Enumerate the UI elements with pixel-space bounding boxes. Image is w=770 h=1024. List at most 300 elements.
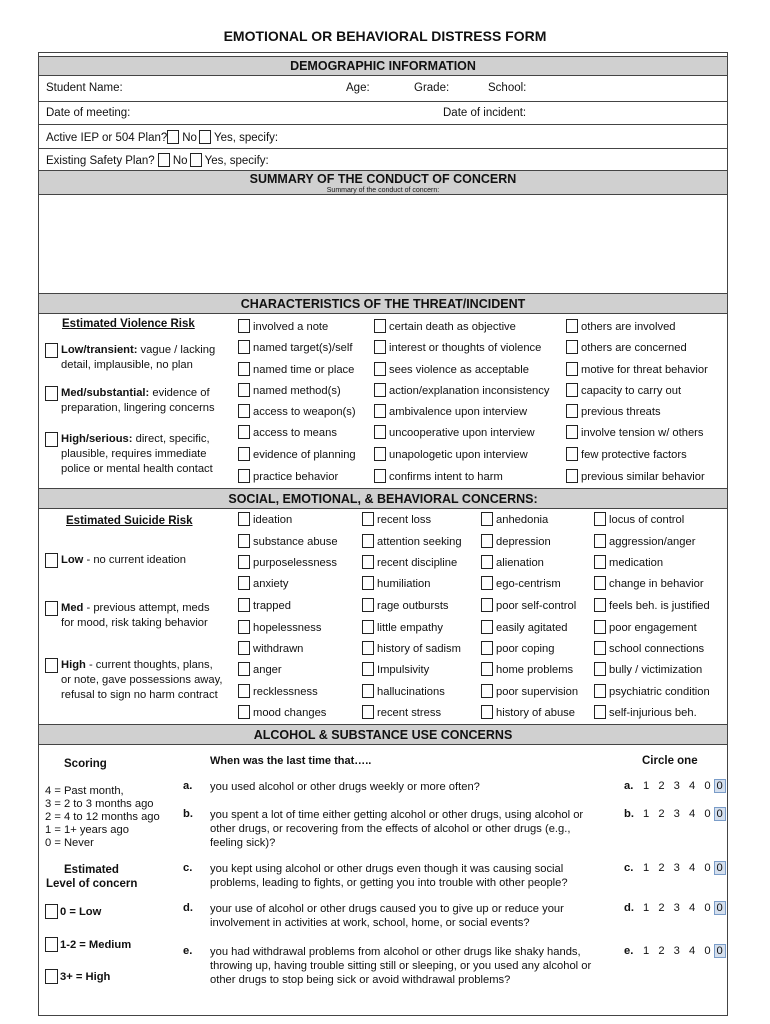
threat-col2-item-6 xyxy=(374,447,528,461)
social-col2-item-3 xyxy=(362,576,430,590)
answer-letter-2: c. xyxy=(624,862,634,874)
violence-risk-2-checkbox[interactable] xyxy=(45,432,58,447)
threat-col1-item-0-label: involved a note xyxy=(253,321,329,333)
suicide-risk-0-level: Low xyxy=(61,554,84,566)
school-label: School: xyxy=(488,82,527,94)
level-checkbox-0[interactable] xyxy=(45,904,58,919)
violence-risk-1-checkbox[interactable] xyxy=(45,386,58,401)
social-col4-item-9-label: self-injurious beh. xyxy=(609,707,697,719)
social-col4-item-5-checkbox[interactable] xyxy=(594,620,606,634)
iep-row xyxy=(46,130,278,144)
threat-col1-item-4-label: access to weapon(s) xyxy=(253,406,356,418)
social-col3-item-5-label: easily agitated xyxy=(496,622,568,634)
summary-subtitle: Summary of the conduct of concern: xyxy=(326,187,440,194)
social-col3-item-7-label: home problems xyxy=(496,664,574,676)
social-col2-item-1 xyxy=(362,534,462,548)
social-col2-item-1-label: attention seeking xyxy=(377,536,462,548)
threat-col3-item-3-label: capacity to carry out xyxy=(581,385,682,397)
suicide-risk-title: Estimated Suicide Risk xyxy=(66,515,193,527)
question-text-0 xyxy=(210,780,480,794)
threat-col2-item-2-checkbox[interactable] xyxy=(374,362,386,376)
social-col2-item-4 xyxy=(362,598,449,612)
summary-title: SUMMARY OF THE CONDUCT OF CONCERN xyxy=(249,172,517,186)
level-label-0: 0 = Low xyxy=(60,906,102,918)
social-col1-item-0-label: ideation xyxy=(253,514,293,526)
threat-col3-item-0-checkbox[interactable] xyxy=(566,319,578,333)
social-col2-item-4-checkbox[interactable] xyxy=(362,598,374,612)
threat-col1-item-2 xyxy=(238,362,354,376)
threat-col1-item-1 xyxy=(238,340,353,354)
threat-col2-item-4-label: ambivalence upon interview xyxy=(389,406,528,418)
threat-col1-item-6-label: evidence of planning xyxy=(253,449,356,461)
suicide-risk-1-level: Med xyxy=(61,602,84,614)
social-col1-item-1-checkbox[interactable] xyxy=(238,534,250,548)
threat-col2-item-2-label: sees violence as acceptable xyxy=(389,364,529,376)
threat-col1-item-6-checkbox[interactable] xyxy=(238,447,250,461)
social-col3-item-9-label: history of abuse xyxy=(496,707,575,719)
threat-col3-item-7-checkbox[interactable] xyxy=(566,469,578,483)
social-col1-item-8-checkbox[interactable] xyxy=(238,684,250,698)
threat-col3-item-4-label: previous threats xyxy=(581,406,661,418)
threat-col2-item-6-checkbox[interactable] xyxy=(374,447,386,461)
suicide-risk-0-desc: - no current ideation xyxy=(83,554,186,566)
answer-scale-options-0: 1 2 3 4 0 xyxy=(643,780,714,792)
iep-label: Active IEP or 504 Plan? xyxy=(46,132,168,144)
violence-risk-1 xyxy=(61,386,215,416)
social-col3-item-5 xyxy=(481,620,568,634)
violence-risk-0 xyxy=(61,343,215,373)
form-title: EMOTIONAL OR BEHAVIORAL DISTRESS FORM xyxy=(223,28,547,44)
social-col2-item-0-checkbox[interactable] xyxy=(362,512,374,526)
threat-col1-item-2-checkbox[interactable] xyxy=(238,362,250,376)
level-checkbox-2[interactable] xyxy=(45,969,58,984)
social-col3-item-4-label: poor self-control xyxy=(496,600,577,612)
threat-col2-item-7-label: confirms intent to harm xyxy=(389,471,503,483)
social-col3-item-2 xyxy=(481,555,544,569)
threat-col1-item-0-checkbox[interactable] xyxy=(238,319,250,333)
score-line-0: 4 = Past month, xyxy=(45,785,124,797)
social-col4-item-8-label: psychiatric condition xyxy=(609,686,710,698)
social-col1-item-0 xyxy=(238,512,292,526)
threat-col1-item-0 xyxy=(238,319,328,333)
threat-col2-item-4-checkbox[interactable] xyxy=(374,404,386,418)
social-col2-item-2-checkbox[interactable] xyxy=(362,555,374,569)
social-col1-item-7 xyxy=(238,662,282,676)
threat-col2-item-2 xyxy=(374,362,529,376)
violence-risk-2-desc: direct, specific, xyxy=(132,433,210,445)
answer-scale-options-3: 1 2 3 4 0 xyxy=(643,902,714,914)
social-col3-item-8-label: poor supervision xyxy=(496,686,579,698)
threat-col1-item-4 xyxy=(238,404,356,418)
threat-col1-item-1-checkbox[interactable] xyxy=(238,340,250,354)
answer-scale-options-2: 1 2 3 4 0 xyxy=(643,862,714,874)
level-title-1: Estimated xyxy=(64,864,119,876)
social-col1-item-7-checkbox[interactable] xyxy=(238,662,250,676)
answer-scale-3[interactable] xyxy=(643,902,726,914)
answer-scale-2[interactable] xyxy=(643,862,726,874)
social-col2-item-7-checkbox[interactable] xyxy=(362,662,374,676)
social-col1-item-0-checkbox[interactable] xyxy=(238,512,250,526)
social-col1-item-5-checkbox[interactable] xyxy=(238,620,250,634)
social-col2-item-9 xyxy=(362,705,441,719)
threat-col3-item-6 xyxy=(566,447,687,461)
threat-col2-item-0-label: certain death as objective xyxy=(389,321,516,333)
suicide-risk-1-desc: - previous attempt, meds xyxy=(83,602,210,614)
threat-col3-item-1-label: others are concerned xyxy=(581,342,687,354)
suicide-risk-1-checkbox[interactable] xyxy=(45,601,58,616)
answer-scale-options-1: 1 2 3 4 0 xyxy=(643,808,714,820)
question-line-1-1: other drugs, or recovering from the effects of alcohol or other drugs (e.g., xyxy=(210,823,571,835)
question-line-4-2: other drugs to stop being sick or avoid withdrawal problems? xyxy=(210,974,511,986)
score-line-1: 3 = 2 to 3 months ago xyxy=(45,798,154,810)
threat-col2-item-0-checkbox[interactable] xyxy=(374,319,386,333)
social-col4-item-6-label: school connections xyxy=(609,643,705,655)
social-col3-item-1-label: depression xyxy=(496,536,551,548)
violence-risk-title: Estimated Violence Risk xyxy=(62,318,195,330)
threat-col3-item-4-checkbox[interactable] xyxy=(566,404,578,418)
score-line-2: 2 = 4 to 12 months ago xyxy=(45,811,160,823)
demographic-header: DEMOGRAPHIC INFORMATION xyxy=(39,56,727,76)
answer-scale-0[interactable] xyxy=(643,780,726,792)
question-letter-2: c. xyxy=(183,862,193,874)
threat-col3-item-6-checkbox[interactable] xyxy=(566,447,578,461)
social-col2-item-6-checkbox[interactable] xyxy=(362,641,374,655)
social-col1-item-8 xyxy=(238,684,318,698)
social-col1-item-9-label: mood changes xyxy=(253,707,327,719)
social-col4-item-7-checkbox[interactable] xyxy=(594,662,606,676)
social-col1-item-5 xyxy=(238,620,321,634)
social-col3-item-3-checkbox[interactable] xyxy=(481,576,493,590)
threat-col2-item-3-label: action/explanation inconsistency xyxy=(389,385,550,397)
question-title: When was the last time that….. xyxy=(210,755,372,767)
scoring-title: Scoring xyxy=(64,758,107,770)
social-col3-item-6-label: poor coping xyxy=(496,643,555,655)
question-line-0-0: you used alcohol or other drugs weekly or more often? xyxy=(210,781,480,793)
threat-col1-item-3-checkbox[interactable] xyxy=(238,383,250,397)
social-col1-item-6-checkbox[interactable] xyxy=(238,641,250,655)
social-col3-item-6 xyxy=(481,641,554,655)
social-col3-item-7-checkbox[interactable] xyxy=(481,662,493,676)
social-col2-item-3-checkbox[interactable] xyxy=(362,576,374,590)
violence-risk-0-desc-2: detail, implausible, no plan xyxy=(61,359,193,371)
question-line-1-0: you spent a lot of time either getting alcohol or other drugs, using alcohol or xyxy=(210,809,584,821)
social-col4-item-2-label: medication xyxy=(609,557,664,569)
social-col2-item-2-label: recent discipline xyxy=(377,557,458,569)
question-line-1-2: feeling sick)? xyxy=(210,837,276,849)
social-col1-item-2-checkbox[interactable] xyxy=(238,555,250,569)
social-col1-item-3 xyxy=(238,576,288,590)
suicide-risk-1-desc-2: for mood, risk taking behavior xyxy=(61,617,208,629)
threat-col2-item-5 xyxy=(374,425,535,439)
social-col4-item-2-checkbox[interactable] xyxy=(594,555,606,569)
social-col1-item-4-label: trapped xyxy=(253,600,291,612)
answer-letter-0: a. xyxy=(624,780,634,792)
social-col2-item-8 xyxy=(362,684,445,698)
social-col2-item-9-checkbox[interactable] xyxy=(362,705,374,719)
threat-col2-item-0 xyxy=(374,319,516,333)
violence-risk-1-level: Med/substantial: xyxy=(61,387,150,399)
threat-col3-item-3-checkbox[interactable] xyxy=(566,383,578,397)
threat-col3-item-6-label: few protective factors xyxy=(581,449,687,461)
social-col2-item-0-label: recent loss xyxy=(377,514,432,526)
social-col3-item-1-checkbox[interactable] xyxy=(481,534,493,548)
age-label: Age: xyxy=(346,82,370,94)
social-col1-item-7-label: anger xyxy=(253,664,282,676)
social-col2-item-5-label: little empathy xyxy=(377,622,443,634)
social-col2-item-8-checkbox[interactable] xyxy=(362,684,374,698)
social-col3-item-8-checkbox[interactable] xyxy=(481,684,493,698)
social-col2-item-5-checkbox[interactable] xyxy=(362,620,374,634)
threat-col2-item-5-label: uncooperative upon interview xyxy=(389,427,535,439)
threat-col2-item-5-checkbox[interactable] xyxy=(374,425,386,439)
social-col4-item-5-label: poor engagement xyxy=(609,622,697,634)
threat-col3-item-0 xyxy=(566,319,676,333)
threat-col2-item-3-checkbox[interactable] xyxy=(374,383,386,397)
social-col2-item-3-label: humiliation xyxy=(377,578,431,590)
safety-yes-label: Yes, specify: xyxy=(204,155,269,167)
question-text-2 xyxy=(210,862,568,890)
safety-no-checkbox[interactable] xyxy=(158,153,170,167)
question-text-4 xyxy=(210,945,591,987)
level-label-1: 1-2 = Medium xyxy=(60,939,132,951)
suicide-risk-2-level: High xyxy=(61,659,86,671)
question-line-2-0: you kept using alcohol or other drugs even though it was causing social xyxy=(210,863,564,875)
social-col4-item-9 xyxy=(594,705,697,719)
social-col1-item-3-checkbox[interactable] xyxy=(238,576,250,590)
answer-value-field-0[interactable]: 0 xyxy=(714,779,726,793)
violence-risk-2-desc-2: plausible, requires immediate xyxy=(61,448,207,460)
threat-col1-item-1-label: named target(s)/self xyxy=(253,342,353,354)
social-col1-item-5-label: hopelessness xyxy=(253,622,322,634)
threat-col3-item-5 xyxy=(566,425,704,439)
social-col3-item-3 xyxy=(481,576,561,590)
threat-col2-item-7-checkbox[interactable] xyxy=(374,469,386,483)
threat-col2-item-3 xyxy=(374,383,549,397)
threat-col1-item-5-checkbox[interactable] xyxy=(238,425,250,439)
social-col3-item-9 xyxy=(481,705,575,719)
social-col3-item-2-label: alienation xyxy=(496,557,544,569)
social-col2-item-7-label: Impulsivity xyxy=(377,664,430,676)
iep-no-label: No xyxy=(182,132,197,144)
threat-col1-item-6 xyxy=(238,447,356,461)
social-col4-item-4 xyxy=(594,598,710,612)
social-col3-item-3-label: ego-centrism xyxy=(496,578,561,590)
social-col3-item-0-label: anhedonia xyxy=(496,514,549,526)
violence-risk-2-level: High/serious: xyxy=(61,433,133,445)
suicide-risk-0-checkbox[interactable] xyxy=(45,553,58,568)
suicide-risk-2 xyxy=(61,658,222,703)
suicide-risk-1 xyxy=(61,601,210,631)
threat-col2-item-4 xyxy=(374,404,527,418)
threat-col3-item-2-checkbox[interactable] xyxy=(566,362,578,376)
social-col4-item-4-label: feels beh. is justified xyxy=(609,600,710,612)
threat-col1-item-5-label: access to means xyxy=(253,427,337,439)
social-col1-item-8-label: recklessness xyxy=(253,686,318,698)
social-col4-item-6-checkbox[interactable] xyxy=(594,641,606,655)
date-of-meeting-label: Date of meeting: xyxy=(46,107,131,119)
threat-col3-item-0-label: others are involved xyxy=(581,321,676,333)
social-col4-item-1 xyxy=(594,534,695,548)
threat-col2-item-7 xyxy=(374,469,503,483)
social-col4-item-0-checkbox[interactable] xyxy=(594,512,606,526)
violence-risk-0-checkbox[interactable] xyxy=(45,343,58,358)
threat-col1-item-7-label: practice behavior xyxy=(253,471,339,483)
level-checkbox-1[interactable] xyxy=(45,937,58,952)
threat-col2-item-1 xyxy=(374,340,541,354)
social-col2-item-5 xyxy=(362,620,443,634)
social-col2-item-9-label: recent stress xyxy=(377,707,442,719)
social-col4-item-1-checkbox[interactable] xyxy=(594,534,606,548)
suicide-risk-0 xyxy=(61,553,186,568)
answer-letter-3: d. xyxy=(624,902,634,914)
threat-col3-item-3 xyxy=(566,383,681,397)
social-col1-item-4-checkbox[interactable] xyxy=(238,598,250,612)
threat-col3-item-5-label: involve tension w/ others xyxy=(581,427,704,439)
iep-yes-label: Yes, specify: xyxy=(213,132,279,144)
suicide-risk-2-desc-3: refusal to sign no harm contract xyxy=(61,689,218,701)
social-col2-item-8-label: hallucinations xyxy=(377,686,445,698)
question-letter-4: e. xyxy=(183,945,193,957)
violence-risk-1-desc-2: preparation, lingering concerns xyxy=(61,402,215,414)
safety-yes-checkbox[interactable] xyxy=(190,153,202,167)
question-letter-3: d. xyxy=(183,902,193,914)
question-text-1 xyxy=(210,808,583,850)
violence-risk-1-desc: evidence of xyxy=(149,387,210,399)
social-col1-item-6-label: withdrawn xyxy=(253,643,304,655)
social-col1-item-9-checkbox[interactable] xyxy=(238,705,250,719)
social-col3-item-7 xyxy=(481,662,573,676)
threat-col1-item-3 xyxy=(238,383,341,397)
question-line-4-1: throwing up, having trouble sitting still or sleeping, or you used any alcohol or xyxy=(210,960,592,972)
threat-col3-item-1 xyxy=(566,340,687,354)
social-col1-item-6 xyxy=(238,641,303,655)
social-col4-item-1-label: aggression/anger xyxy=(609,536,696,548)
social-col4-item-4-checkbox[interactable] xyxy=(594,598,606,612)
threat-col2-item-1-label: interest or thoughts of violence xyxy=(389,342,542,354)
iep-yes-checkbox[interactable] xyxy=(199,130,211,144)
social-col3-item-4-checkbox[interactable] xyxy=(481,598,493,612)
answer-value-field-2[interactable]: 0 xyxy=(714,861,726,875)
question-letter-1: b. xyxy=(183,808,193,820)
answer-letter-4: e. xyxy=(624,945,634,957)
social-col3-item-5-checkbox[interactable] xyxy=(481,620,493,634)
safety-no-label: No xyxy=(172,155,188,167)
social-col2-item-7 xyxy=(362,662,429,676)
social-col1-item-1 xyxy=(238,534,338,548)
social-col3-item-0-checkbox[interactable] xyxy=(481,512,493,526)
social-col1-item-2 xyxy=(238,555,337,569)
suicide-risk-2-desc-2: or note, gave possessions away, xyxy=(61,674,223,686)
score-line-3: 1 = 1+ years ago xyxy=(45,824,129,836)
social-col3-item-0 xyxy=(481,512,548,526)
social-col4-item-3-checkbox[interactable] xyxy=(594,576,606,590)
social-col2-item-6-label: history of sadism xyxy=(377,643,461,655)
question-line-4-0: you had withdrawal problems from alcohol or other drugs like shaky hands, xyxy=(210,946,581,958)
social-col3-item-4 xyxy=(481,598,576,612)
threat-col3-item-2 xyxy=(566,362,708,376)
social-col2-item-2 xyxy=(362,555,457,569)
answer-scale-1[interactable] xyxy=(643,808,726,820)
social-col3-item-9-checkbox[interactable] xyxy=(481,705,493,719)
violence-risk-2-desc-3: police or mental health contact xyxy=(61,463,213,475)
social-col4-item-5 xyxy=(594,620,697,634)
social-col1-item-9 xyxy=(238,705,326,719)
answer-scale-options-4: 1 2 3 4 0 xyxy=(643,945,714,957)
social-col1-item-2-label: purposelessness xyxy=(253,557,337,569)
social-col2-item-4-label: rage outbursts xyxy=(377,600,449,612)
summary-header xyxy=(39,170,727,195)
threat-col3-item-1-checkbox[interactable] xyxy=(566,340,578,354)
answer-letter-1: b. xyxy=(624,808,634,820)
social-col2-item-1-checkbox[interactable] xyxy=(362,534,374,548)
grade-label: Grade: xyxy=(414,82,450,94)
social-col4-item-2 xyxy=(594,555,663,569)
score-line-4: 0 = Never xyxy=(45,837,94,849)
safety-label: Existing Safety Plan? xyxy=(46,155,155,167)
answer-value-field-4[interactable]: 0 xyxy=(714,944,726,958)
safety-plan-row xyxy=(46,153,269,167)
social-col1-item-4 xyxy=(238,598,291,612)
threat-col1-item-4-checkbox[interactable] xyxy=(238,404,250,418)
threat-col3-item-4 xyxy=(566,404,661,418)
suicide-risk-2-checkbox[interactable] xyxy=(45,658,58,673)
social-header: SOCIAL, EMOTIONAL, & BEHAVIORAL CONCERNS: xyxy=(39,488,727,509)
violence-risk-0-level: Low/transient: xyxy=(61,344,138,356)
date-of-incident-label: Date of incident: xyxy=(443,107,527,119)
social-col2-item-0 xyxy=(362,512,431,526)
threat-col1-item-7-checkbox[interactable] xyxy=(238,469,250,483)
answer-scale-4[interactable] xyxy=(643,945,726,957)
social-col4-item-7 xyxy=(594,662,702,676)
answer-value-field-1[interactable]: 0 xyxy=(714,807,726,821)
threat-col2-item-6-label: unapologetic upon interview xyxy=(389,449,528,461)
answer-value-field-3[interactable]: 0 xyxy=(714,901,726,915)
social-col4-item-3 xyxy=(594,576,704,590)
social-col4-item-9-checkbox[interactable] xyxy=(594,705,606,719)
social-col1-item-1-label: substance abuse xyxy=(253,536,338,548)
summary-textarea[interactable] xyxy=(39,196,727,292)
social-col3-item-6-checkbox[interactable] xyxy=(481,641,493,655)
threat-header: CHARACTERISTICS OF THE THREAT/INCIDENT xyxy=(39,293,727,314)
question-line-2-1: problems, leading to fights, or getting you into trouble with other people? xyxy=(210,877,568,889)
threat-col1-item-5 xyxy=(238,425,337,439)
social-col3-item-8 xyxy=(481,684,578,698)
social-col4-item-3-label: change in behavior xyxy=(609,578,704,590)
threat-col3-item-5-checkbox[interactable] xyxy=(566,425,578,439)
social-col4-item-0-label: locus of control xyxy=(609,514,685,526)
question-text-3 xyxy=(210,902,564,930)
threat-col3-item-7 xyxy=(566,469,705,483)
threat-col3-item-2-label: motive for threat behavior xyxy=(581,364,708,376)
alcohol-header: ALCOHOL & SUBSTANCE USE CONCERNS xyxy=(39,724,727,745)
threat-col1-item-2-label: named time or place xyxy=(253,364,355,376)
student-name-label: Student Name: xyxy=(46,82,123,94)
social-col2-item-6 xyxy=(362,641,461,655)
threat-col1-item-7 xyxy=(238,469,338,483)
violence-risk-0-desc: vague / lacking xyxy=(137,344,216,356)
social-col3-item-2-checkbox[interactable] xyxy=(481,555,493,569)
social-col4-item-7-label: bully / victimization xyxy=(609,664,703,676)
iep-no-checkbox[interactable] xyxy=(167,130,179,144)
threat-col2-item-1-checkbox[interactable] xyxy=(374,340,386,354)
circle-one-title: Circle one xyxy=(642,755,698,767)
social-col4-item-8-checkbox[interactable] xyxy=(594,684,606,698)
question-line-3-0: your use of alcohol or other drugs caused you to give up or reduce your xyxy=(210,903,564,915)
level-title-2: Level of concern xyxy=(46,878,138,890)
social-col1-item-3-label: anxiety xyxy=(253,578,289,590)
social-col4-item-0 xyxy=(594,512,684,526)
social-col4-item-8 xyxy=(594,684,710,698)
